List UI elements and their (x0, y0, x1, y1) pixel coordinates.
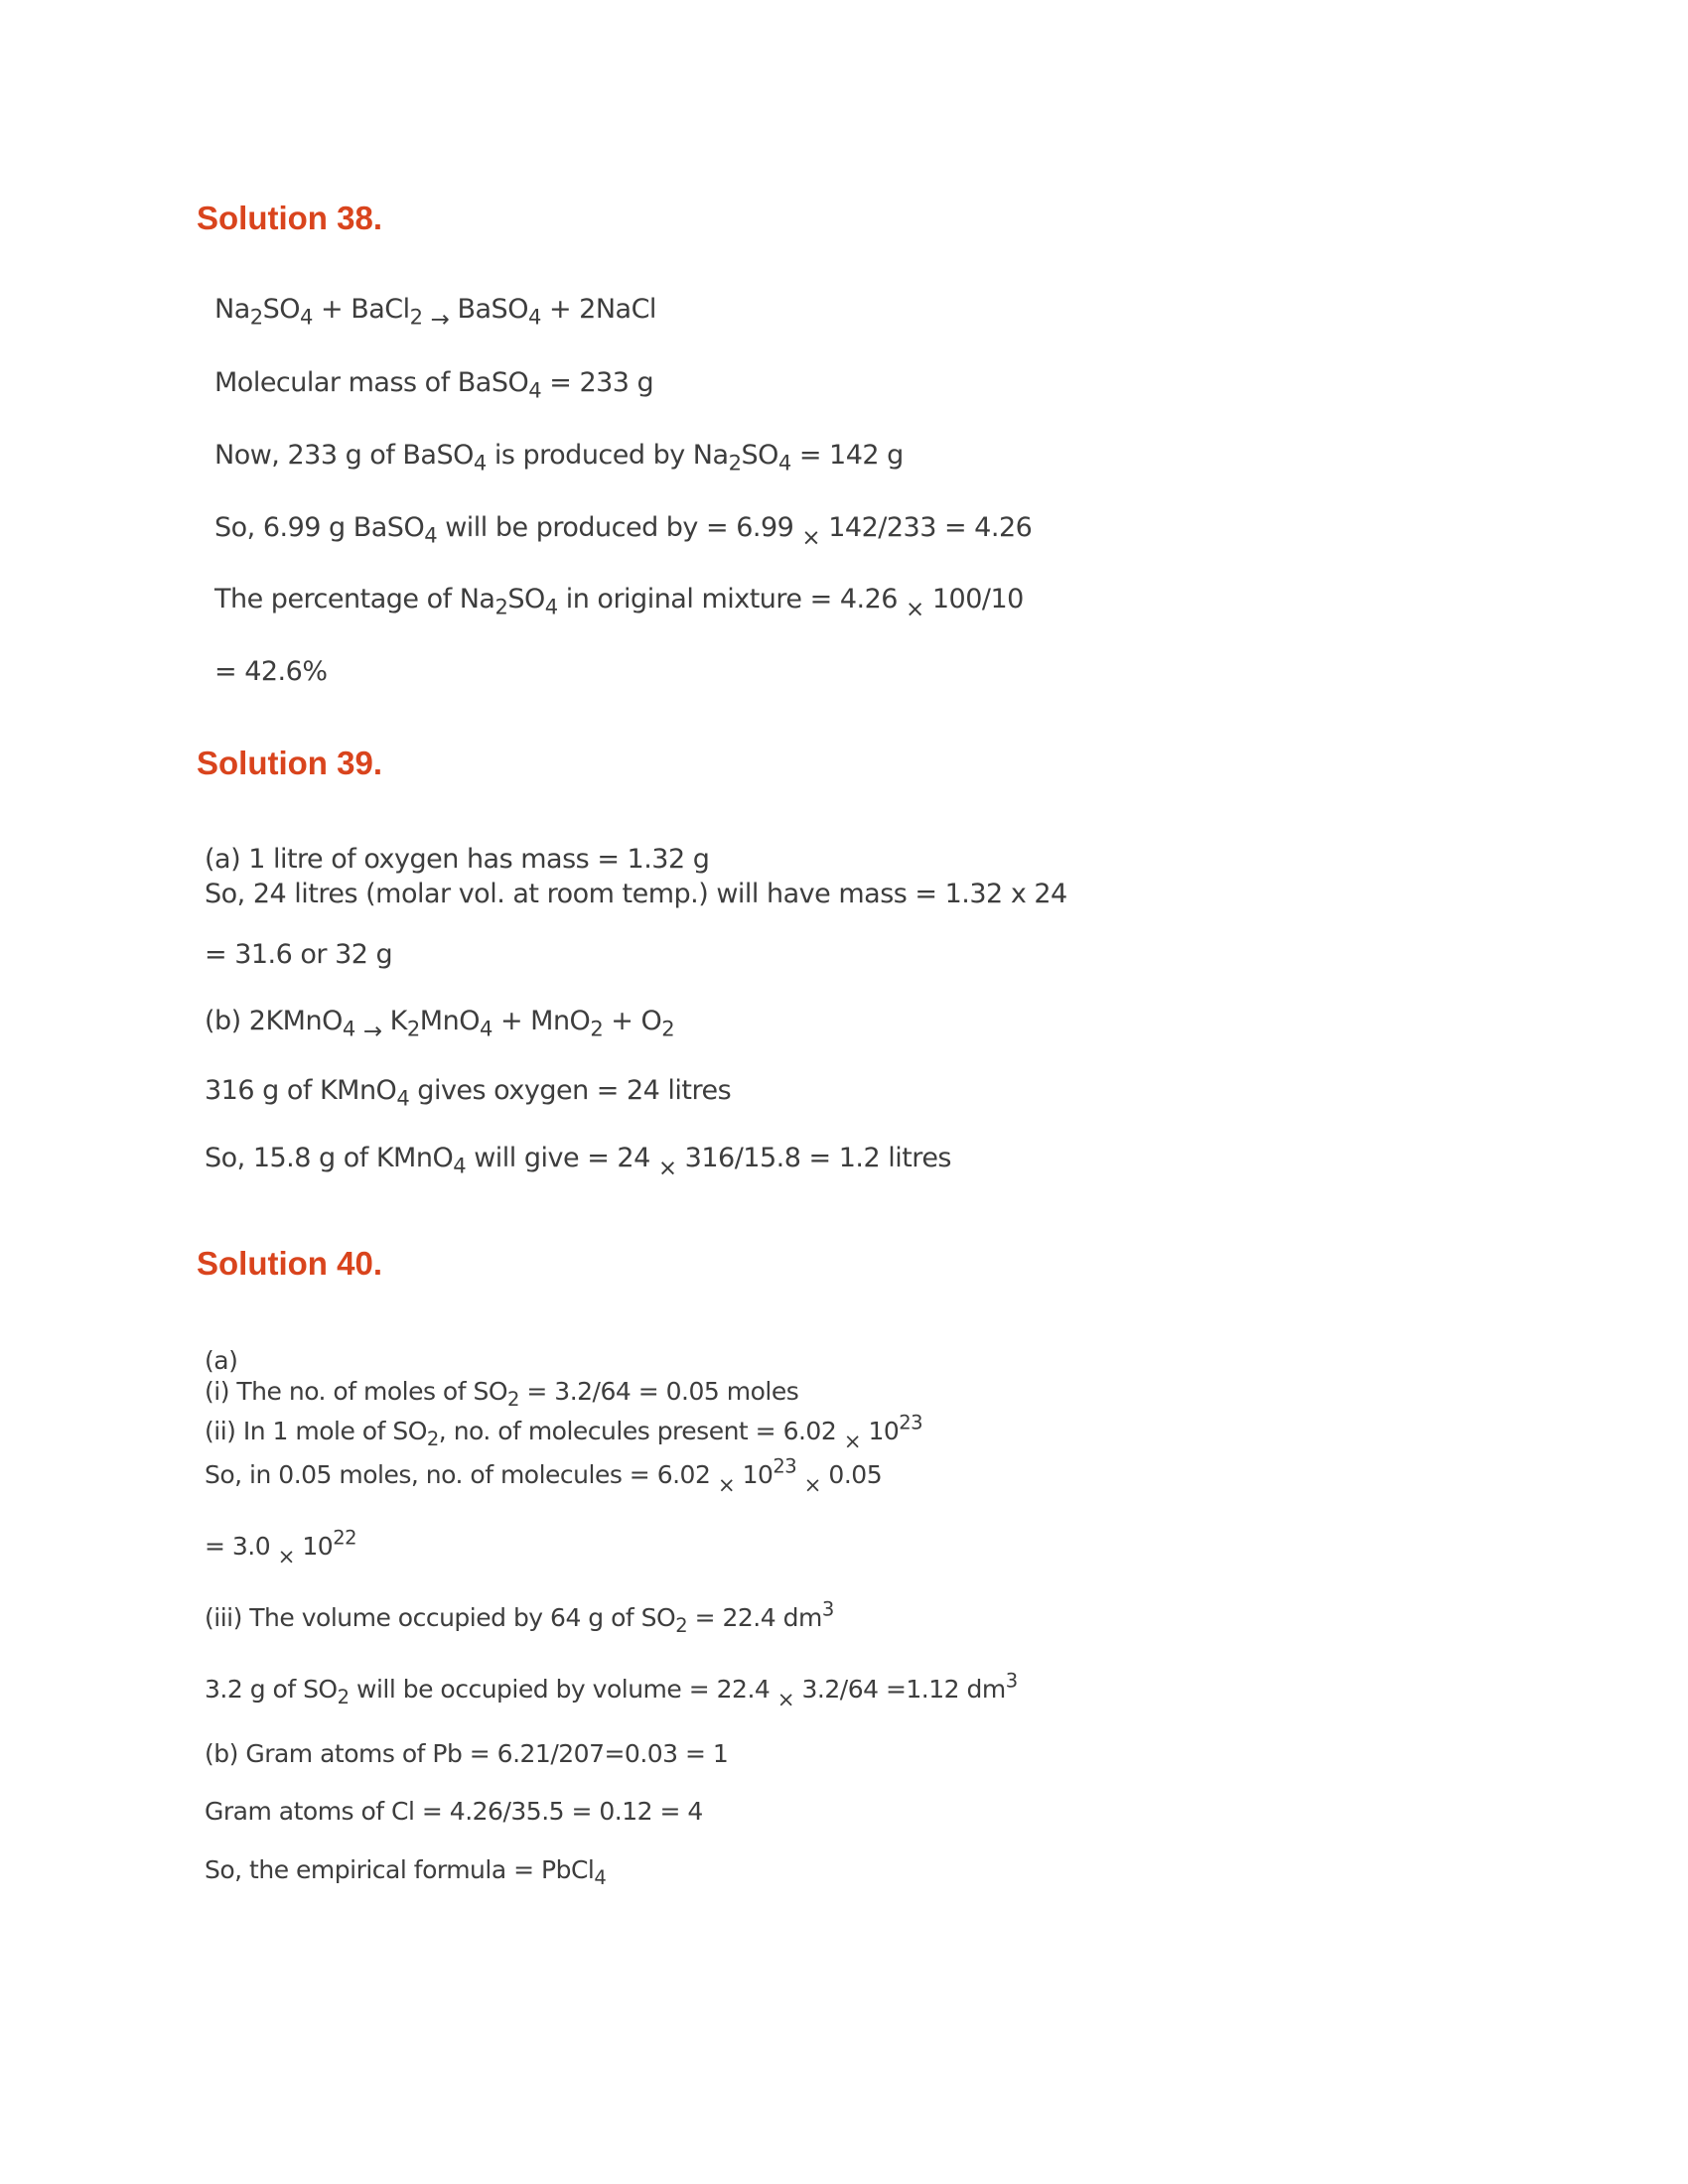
text-segment: (iii) The volume occupied by 64 g of SO (205, 1603, 676, 1632)
text-segment: SO (262, 294, 301, 325)
text-segment: is produced by Na (486, 440, 729, 471)
text-segment: SO (741, 440, 778, 471)
text-segment: , no. of molecules present = 6.02 (438, 1417, 844, 1445)
subscript: 2 (728, 450, 742, 476)
subscript: 2 (249, 304, 263, 330)
text-segment: 0.05 (820, 1460, 883, 1489)
text-segment: gives oxygen = 24 litres (409, 1075, 732, 1106)
solution-line (205, 1006, 675, 1044)
operator-symbol: × (277, 1545, 295, 1570)
operator-symbol: × (801, 525, 821, 551)
operator-symbol: × (717, 1473, 736, 1498)
subscript: 4 (594, 1865, 607, 1889)
operator-symbol: × (657, 1156, 677, 1181)
text-segment: + 2NaCl (540, 294, 656, 325)
subscript: 2 (661, 1016, 675, 1041)
text-segment (355, 1006, 363, 1036)
solution-40-heading: Solution 40. (197, 1245, 383, 1282)
solution-line (214, 294, 656, 333)
superscript: 3 (821, 1597, 834, 1621)
text-segment: BaSO (449, 294, 528, 325)
subscript: 4 (479, 1016, 492, 1041)
superscript: 23 (773, 1454, 797, 1478)
subscript: 2 (675, 1613, 688, 1637)
text-segment: (ii) In 1 mole of SO (205, 1417, 427, 1445)
text-segment: = 22.4 dm (687, 1603, 822, 1632)
solution-line (205, 879, 1067, 910)
text-segment: 316 g of KMnO (205, 1075, 397, 1106)
text-segment: So, the empirical formula = PbCl (205, 1855, 595, 1884)
operator-symbol: × (776, 1688, 795, 1712)
text-segment: Molecular mass of BaSO (214, 367, 529, 398)
subscript: 4 (300, 304, 313, 330)
solution-line (214, 367, 654, 403)
solution-line (205, 1454, 883, 1498)
subscript: 4 (777, 450, 791, 476)
solution-line (205, 1855, 607, 1889)
operator-symbol: × (843, 1430, 861, 1454)
text-segment: will give = 24 (466, 1143, 658, 1173)
subscript: 2 (494, 594, 508, 619)
solution-line (205, 1143, 951, 1181)
solution-line (205, 939, 392, 971)
text-segment: 3.2 g of SO (205, 1675, 338, 1704)
text-segment: = 3.2/64 = 0.05 moles (518, 1377, 799, 1406)
subscript: 2 (406, 1016, 420, 1041)
subscript: 2 (426, 1427, 439, 1450)
subscript: 4 (544, 594, 558, 619)
subscript: 2 (507, 1387, 519, 1411)
subscript: 4 (527, 304, 541, 330)
text-segment: + MnO (492, 1006, 591, 1036)
text-segment: (b) Gram atoms of Pb = 6.21/207=0.03 = 1 (205, 1739, 729, 1768)
text-segment: So, 6.99 g BaSO (214, 512, 425, 543)
text-segment: Na (214, 294, 250, 325)
solution-line (214, 584, 1024, 622)
text-segment: (a) 1 litre of oxygen has mass = 1.32 g (205, 844, 710, 875)
text-segment: will be produced by = 6.99 (437, 512, 802, 543)
text-segment: SO (507, 584, 545, 614)
text-segment: 10 (861, 1417, 900, 1445)
solution-line (205, 1411, 923, 1454)
text-segment: 10 (294, 1532, 334, 1561)
subscript: 4 (473, 450, 487, 476)
superscript: 23 (899, 1411, 923, 1434)
text-segment: = 31.6 or 32 g (205, 939, 393, 970)
text-segment: K (381, 1006, 407, 1036)
operator-symbol: → (362, 1019, 382, 1044)
subscript: 4 (342, 1016, 355, 1041)
solution-line (205, 844, 709, 876)
subscript: 2 (409, 304, 423, 330)
solution-line (205, 1739, 728, 1769)
text-segment: 10 (735, 1460, 774, 1489)
text-segment: (a) (205, 1346, 238, 1375)
text-segment: = 142 g (790, 440, 904, 471)
solution-line (205, 1669, 1018, 1712)
solution-line (214, 512, 1033, 551)
solution-38-heading: Solution 38. (197, 200, 383, 236)
text-segment: (i) The no. of moles of SO (205, 1377, 508, 1406)
subscript: 2 (337, 1685, 350, 1708)
solution-line (214, 440, 904, 476)
solution-line (205, 1526, 357, 1570)
text-segment: will be occupied by volume = 22.4 (349, 1675, 777, 1704)
text-segment: (b) 2KMnO (205, 1006, 343, 1036)
text-segment: + O (603, 1006, 662, 1036)
subscript: 4 (453, 1153, 467, 1178)
solution-line (205, 1797, 703, 1827)
operator-symbol: → (430, 307, 450, 333)
subscript: 4 (528, 377, 542, 403)
solution-line (205, 1377, 799, 1411)
text-segment: = 3.0 (205, 1532, 278, 1561)
text-segment (796, 1460, 803, 1489)
subscript: 4 (396, 1085, 410, 1111)
operator-symbol: × (803, 1473, 821, 1498)
operator-symbol: × (906, 597, 924, 622)
text-segment: = 233 g (541, 367, 654, 398)
text-segment: 316/15.8 = 1.2 litres (676, 1143, 951, 1173)
text-segment: Now, 233 g of BaSO (214, 440, 474, 471)
subscript: 2 (590, 1016, 604, 1041)
solution-39-heading: Solution 39. (197, 745, 383, 781)
text-segment: MnO (419, 1006, 480, 1036)
solution-line (214, 656, 327, 688)
text-segment: = 42.6% (214, 656, 328, 687)
text-segment: 100/10 (923, 584, 1024, 614)
superscript: 22 (333, 1526, 357, 1550)
text-segment: Gram atoms of Cl = 4.26/35.5 = 0.12 = 4 (205, 1797, 703, 1826)
text-segment: 3.2/64 =1.12 dm (794, 1675, 1006, 1704)
text-segment: + BaCl (312, 294, 410, 325)
text-segment: So, 15.8 g of KMnO (205, 1143, 454, 1173)
solution-line (205, 1075, 732, 1111)
text-segment: in original mixture = 4.26 (557, 584, 907, 614)
text-segment: So, 24 litres (molar vol. at room temp.) will have mass = 1.32 x 24 (205, 879, 1067, 909)
text-segment: So, in 0.05 moles, no. of molecules = 6.02 (205, 1460, 718, 1489)
subscript: 4 (424, 522, 438, 548)
text-segment: 142/233 = 4.26 (820, 512, 1033, 543)
text-segment: The percentage of Na (214, 584, 495, 614)
superscript: 3 (1005, 1669, 1018, 1693)
solution-line (205, 1597, 834, 1637)
solution-line (205, 1346, 237, 1376)
text-segment (423, 294, 431, 325)
